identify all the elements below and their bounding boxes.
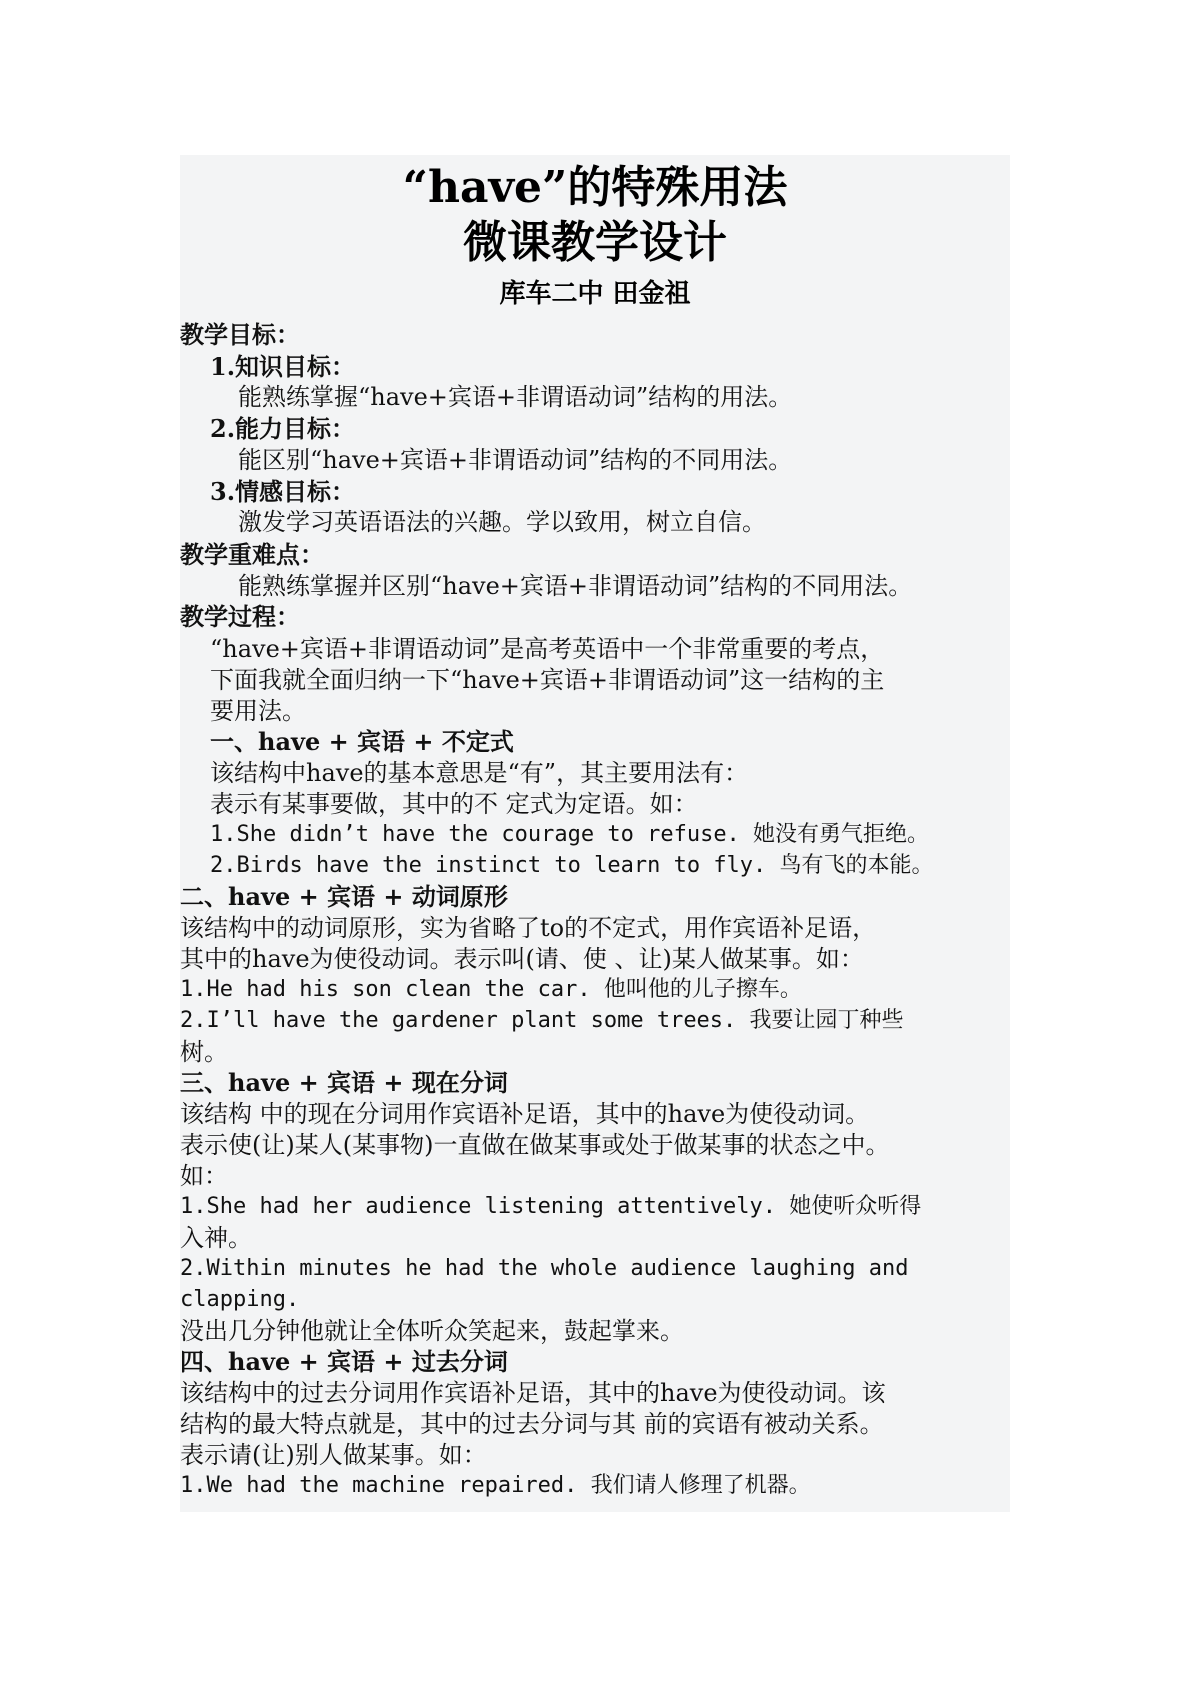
- title-line-2: 微课教学设计: [463, 217, 727, 268]
- example-sentence: 1.We had the machine repaired. 我们请人修理了机器。: [180, 1473, 811, 1498]
- section-text: 其中的have为使役动词。表示叫(请、使 、让)某人做某事。如：: [180, 945, 864, 973]
- example-sentence: 2.I’ll have the gardener plant some trees. 我要让园丁种些: [180, 1008, 904, 1033]
- process-heading: 教学过程：: [180, 602, 300, 631]
- section-heading: 四、have + 宾语 + 过去分词: [180, 1347, 508, 1376]
- section-text: 结构的最大特点就是，其中的过去分词与其 前的宾语有被动关系。: [180, 1410, 884, 1438]
- key-points-heading: 教学重难点：: [180, 540, 324, 569]
- objective-text: 能区别“have+宾语+非谓语动词”结构的不同用法。: [238, 446, 793, 474]
- objective-label: 3.情感目标：: [210, 477, 356, 506]
- objective-text: 激发学习英语语法的兴趣。学以致用，树立自信。: [238, 508, 766, 536]
- objective-label: 1.知识目标：: [210, 352, 356, 381]
- objective-label: 2.能力目标：: [210, 414, 356, 443]
- example-sentence: 1.She didn’t have the courage to refuse. 她没有勇气拒绝。: [210, 822, 930, 847]
- section-heading: 二、have + 宾语 + 动词原形: [180, 882, 508, 911]
- section-text: 该结构中have的基本意思是“有”，其主要用法有：: [210, 759, 749, 787]
- document-page: [180, 155, 1010, 1512]
- intro-line: 要用法。: [210, 697, 306, 725]
- intro-line: 下面我就全面归纳一下“have+宾语+非谓语动词”这一结构的主: [210, 666, 885, 694]
- section-text: 表示请(让)别人做某事。如：: [180, 1441, 487, 1469]
- example-sentence: 1.She had her audience listening attentively. 她使听众听得: [180, 1194, 922, 1219]
- example-sentence: 2.Birds have the instinct to learn to fly. 鸟有飞的本能。: [210, 853, 934, 878]
- example-sentence: 入神。: [180, 1224, 252, 1252]
- section-text: 表示使(让)某人(某事物)一直做在做某事或处于做某事的状态之中。: [180, 1131, 890, 1159]
- section-text: 表示有某事要做，其中的不 定式为定语。如：: [210, 790, 698, 818]
- section-heading: 三、have + 宾语 + 现在分词: [180, 1068, 508, 1097]
- objective-text: 能熟练掌握“have+宾语+非谓语动词”结构的用法。: [238, 383, 793, 411]
- key-points-text: 能熟练掌握并区别“have+宾语+非谓语动词”结构的不同用法。: [238, 572, 913, 600]
- example-sentence: 2.Within minutes he had the whole audience laughing and: [180, 1256, 909, 1281]
- title-line-1: “have”的特殊用法: [402, 162, 788, 213]
- intro-line: “have+宾语+非谓语动词”是高考英语中一个非常重要的考点，: [210, 635, 885, 663]
- example-sentence: 1.He had his son clean the car. 他叫他的儿子擦车。: [180, 977, 802, 1002]
- example-translation: 没出几分钟他就让全体听众笑起来，鼓起掌来。: [180, 1317, 684, 1345]
- example-sentence: clapping.: [180, 1287, 300, 1312]
- example-sentence: 树。: [180, 1038, 228, 1066]
- section-heading: 一、have + 宾语 + 不定式: [210, 727, 514, 756]
- section-text: 该结构 中的现在分词用作宾语补足语，其中的have为使役动词。: [180, 1100, 870, 1128]
- section-text: 如：: [180, 1162, 228, 1190]
- author: 库车二中 田金祖: [499, 279, 691, 309]
- section-text: 该结构中的过去分词用作宾语补足语，其中的have为使役动词。该: [180, 1379, 886, 1407]
- section-text: 该结构中的动词原形，实为省略了to的不定式，用作宾语补足语，: [180, 914, 877, 942]
- objectives-heading: 教学目标：: [180, 320, 300, 349]
